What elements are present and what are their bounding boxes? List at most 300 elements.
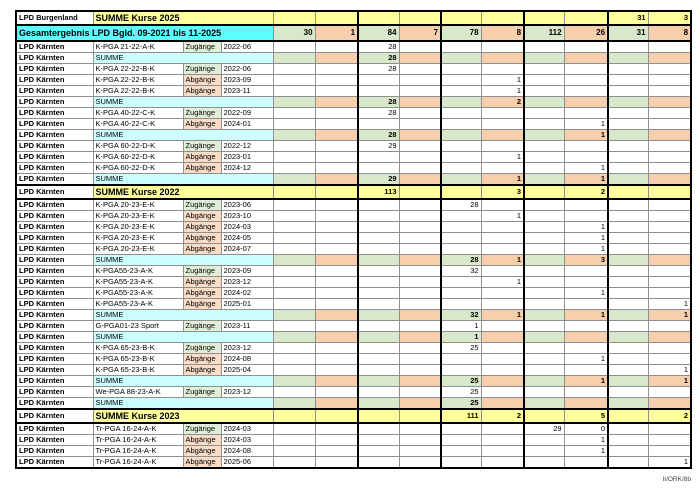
cell-value[interactable] bbox=[441, 288, 481, 299]
cell-value[interactable] bbox=[441, 185, 481, 199]
cell-course[interactable]: K-PGA 22-22-B-K bbox=[93, 64, 183, 75]
cell-value[interactable] bbox=[608, 108, 648, 119]
cell-value[interactable] bbox=[315, 233, 358, 244]
cell-value[interactable] bbox=[648, 75, 691, 86]
cell-value[interactable] bbox=[608, 277, 648, 288]
cell-value[interactable] bbox=[608, 152, 648, 163]
cell-value[interactable] bbox=[648, 277, 691, 288]
cell-value[interactable]: 31 bbox=[608, 25, 648, 41]
cell-value[interactable] bbox=[315, 409, 358, 423]
cell-value[interactable] bbox=[399, 435, 441, 446]
cell-value[interactable] bbox=[524, 310, 564, 321]
cell-value[interactable] bbox=[358, 354, 399, 365]
cell-value[interactable]: 28 bbox=[358, 41, 399, 53]
cell-value[interactable] bbox=[399, 288, 441, 299]
cell-value[interactable] bbox=[524, 457, 564, 469]
cell-value[interactable] bbox=[273, 222, 315, 233]
cell-date[interactable]: 2023-12 bbox=[221, 277, 273, 288]
cell-value[interactable] bbox=[524, 446, 564, 457]
cell-value[interactable] bbox=[608, 457, 648, 469]
cell-value[interactable]: 1 bbox=[564, 435, 608, 446]
cell-date[interactable]: 2023-12 bbox=[221, 387, 273, 398]
cell-value[interactable] bbox=[441, 365, 481, 376]
cell-value[interactable] bbox=[481, 387, 524, 398]
cell-value[interactable] bbox=[273, 141, 315, 152]
cell-value[interactable] bbox=[399, 423, 441, 435]
cell-region[interactable]: LPD Kärnten bbox=[16, 255, 93, 266]
cell-value[interactable] bbox=[273, 354, 315, 365]
cell-value[interactable] bbox=[273, 266, 315, 277]
cell-value[interactable]: 1 bbox=[564, 288, 608, 299]
cell-value[interactable]: 84 bbox=[358, 25, 399, 41]
cell-value[interactable] bbox=[441, 41, 481, 53]
cell-value[interactable]: 1 bbox=[564, 130, 608, 141]
cell-date[interactable]: 2023-12 bbox=[221, 343, 273, 354]
cell-date[interactable]: 2024-12 bbox=[221, 163, 273, 174]
cell-value[interactable] bbox=[273, 387, 315, 398]
cell-value[interactable] bbox=[441, 163, 481, 174]
cell-value[interactable] bbox=[564, 53, 608, 64]
cell-value[interactable] bbox=[648, 152, 691, 163]
cell-value[interactable] bbox=[399, 244, 441, 255]
cell-value[interactable] bbox=[564, 11, 608, 25]
cell-date[interactable]: 2023-09 bbox=[221, 266, 273, 277]
cell-value[interactable] bbox=[315, 64, 358, 75]
cell-value[interactable] bbox=[358, 211, 399, 222]
cell-value[interactable] bbox=[315, 343, 358, 354]
cell-date[interactable]: 2023-10 bbox=[221, 211, 273, 222]
cell-region[interactable]: LPD Kärnten bbox=[16, 376, 93, 387]
cell-value[interactable]: 1 bbox=[564, 244, 608, 255]
cell-value[interactable] bbox=[315, 11, 358, 25]
cell-value[interactable] bbox=[564, 387, 608, 398]
cell-value[interactable] bbox=[481, 376, 524, 387]
cell-value[interactable] bbox=[399, 108, 441, 119]
cell-value[interactable] bbox=[315, 387, 358, 398]
cell-value[interactable] bbox=[481, 41, 524, 53]
cell-course[interactable]: K-PGA 20-23-E-K bbox=[93, 233, 183, 244]
cell-value[interactable] bbox=[524, 97, 564, 108]
cell-value[interactable] bbox=[315, 435, 358, 446]
cell-value[interactable] bbox=[441, 174, 481, 186]
cell-value[interactable] bbox=[358, 244, 399, 255]
cell-value[interactable] bbox=[315, 185, 358, 199]
cell-value[interactable] bbox=[608, 398, 648, 410]
cell-value[interactable] bbox=[608, 310, 648, 321]
cell-value[interactable] bbox=[399, 11, 441, 25]
cell-value[interactable]: 25 bbox=[441, 387, 481, 398]
cell-region[interactable]: LPD Kärnten bbox=[16, 423, 93, 435]
cell-date[interactable]: 2022-09 bbox=[221, 108, 273, 119]
cell-movement[interactable]: Abgänge bbox=[183, 446, 221, 457]
cell-value[interactable]: 0 bbox=[564, 423, 608, 435]
cell-value[interactable] bbox=[399, 233, 441, 244]
cell-value[interactable] bbox=[399, 199, 441, 211]
cell-value[interactable] bbox=[524, 211, 564, 222]
cell-value[interactable] bbox=[399, 185, 441, 199]
cell-course[interactable]: K-PGA 20-23-E-K bbox=[93, 222, 183, 233]
cell-value[interactable] bbox=[273, 211, 315, 222]
cell-movement[interactable]: Zugänge bbox=[183, 387, 221, 398]
cell-value[interactable] bbox=[608, 86, 648, 97]
cell-value[interactable] bbox=[648, 332, 691, 343]
cell-value[interactable] bbox=[524, 288, 564, 299]
cell-region[interactable]: LPD Kärnten bbox=[16, 354, 93, 365]
summe-label[interactable]: SUMME bbox=[93, 376, 273, 387]
cell-movement[interactable]: Zugänge bbox=[183, 199, 221, 211]
cell-value[interactable] bbox=[315, 398, 358, 410]
cell-value[interactable] bbox=[315, 321, 358, 332]
cell-value[interactable] bbox=[648, 64, 691, 75]
cell-course[interactable]: K-PGA 65-23-B-K bbox=[93, 343, 183, 354]
cell-value[interactable] bbox=[399, 141, 441, 152]
cell-value[interactable] bbox=[399, 255, 441, 266]
summe-label[interactable]: SUMME bbox=[93, 53, 273, 64]
cell-region[interactable]: LPD Kärnten bbox=[16, 310, 93, 321]
cell-value[interactable] bbox=[524, 299, 564, 310]
cell-value[interactable]: 1 bbox=[564, 310, 608, 321]
cell-course[interactable]: Tr-PGA 16-24-A-K bbox=[93, 457, 183, 469]
cell-value[interactable]: 1 bbox=[481, 86, 524, 97]
summe-label[interactable]: SUMME bbox=[93, 310, 273, 321]
cell-value[interactable] bbox=[648, 398, 691, 410]
cell-value[interactable] bbox=[524, 398, 564, 410]
cell-value[interactable] bbox=[358, 365, 399, 376]
cell-value[interactable] bbox=[273, 277, 315, 288]
cell-value[interactable] bbox=[524, 163, 564, 174]
cell-value[interactable]: 1 bbox=[648, 310, 691, 321]
cell-value[interactable]: 2 bbox=[481, 97, 524, 108]
cell-course[interactable]: K-PGA55-23-A-K bbox=[93, 299, 183, 310]
summe-label[interactable]: SUMME bbox=[93, 255, 273, 266]
cell-value[interactable]: 29 bbox=[358, 141, 399, 152]
cell-value[interactable] bbox=[524, 332, 564, 343]
cell-value[interactable] bbox=[524, 130, 564, 141]
cell-value[interactable] bbox=[564, 457, 608, 469]
cell-value[interactable] bbox=[273, 185, 315, 199]
cell-value[interactable] bbox=[441, 97, 481, 108]
cell-value[interactable] bbox=[399, 398, 441, 410]
cell-date[interactable]: 2024-05 bbox=[221, 233, 273, 244]
cell-value[interactable] bbox=[564, 64, 608, 75]
cell-value[interactable]: 1 bbox=[481, 75, 524, 86]
cell-value[interactable] bbox=[358, 266, 399, 277]
cell-date[interactable]: 2024-08 bbox=[221, 446, 273, 457]
cell-value[interactable]: 1 bbox=[648, 299, 691, 310]
cell-value[interactable]: 1 bbox=[481, 174, 524, 186]
cell-value[interactable] bbox=[273, 457, 315, 469]
cell-value[interactable] bbox=[441, 119, 481, 130]
cell-date[interactable]: 2023-09 bbox=[221, 75, 273, 86]
cell-value[interactable] bbox=[608, 185, 648, 199]
cell-value[interactable] bbox=[481, 64, 524, 75]
cell-value[interactable] bbox=[564, 152, 608, 163]
cell-value[interactable] bbox=[481, 130, 524, 141]
cell-value[interactable] bbox=[441, 299, 481, 310]
summe-label[interactable]: SUMME bbox=[93, 97, 273, 108]
cell-value[interactable] bbox=[648, 53, 691, 64]
cell-value[interactable] bbox=[399, 163, 441, 174]
cell-value[interactable] bbox=[273, 299, 315, 310]
cell-value[interactable]: 78 bbox=[441, 25, 481, 41]
cell-value[interactable] bbox=[358, 332, 399, 343]
cell-movement[interactable]: Zugänge bbox=[183, 141, 221, 152]
cell-region[interactable]: LPD Kärnten bbox=[16, 152, 93, 163]
cell-region[interactable]: LPD Kärnten bbox=[16, 299, 93, 310]
cell-value[interactable] bbox=[648, 185, 691, 199]
cell-value[interactable] bbox=[481, 119, 524, 130]
cell-value[interactable] bbox=[608, 343, 648, 354]
cell-value[interactable] bbox=[315, 222, 358, 233]
cell-region[interactable]: LPD Kärnten bbox=[16, 222, 93, 233]
cell-date[interactable]: 2023-06 bbox=[221, 199, 273, 211]
cell-value[interactable]: 28 bbox=[358, 97, 399, 108]
cell-value[interactable]: 1 bbox=[564, 163, 608, 174]
cell-region[interactable]: LPD Kärnten bbox=[16, 321, 93, 332]
cell-course[interactable]: K-PGA 22-22-B-K bbox=[93, 75, 183, 86]
cell-value[interactable] bbox=[358, 376, 399, 387]
cell-date[interactable]: 2024-01 bbox=[221, 119, 273, 130]
cell-value[interactable] bbox=[564, 86, 608, 97]
cell-value[interactable] bbox=[564, 41, 608, 53]
cell-region[interactable]: LPD Kärnten bbox=[16, 332, 93, 343]
cell-value[interactable] bbox=[441, 11, 481, 25]
cell-value[interactable] bbox=[315, 199, 358, 211]
cell-value[interactable] bbox=[399, 457, 441, 469]
cell-movement[interactable]: Zugänge bbox=[183, 64, 221, 75]
cell-value[interactable] bbox=[399, 332, 441, 343]
cell-region[interactable]: LPD Kärnten bbox=[16, 387, 93, 398]
cell-value[interactable] bbox=[358, 119, 399, 130]
cell-value[interactable] bbox=[273, 423, 315, 435]
summe-label[interactable]: SUMME bbox=[93, 398, 273, 410]
cell-value[interactable] bbox=[399, 387, 441, 398]
cell-value[interactable] bbox=[524, 255, 564, 266]
cell-movement[interactable]: Abgänge bbox=[183, 435, 221, 446]
cell-value[interactable]: 1 bbox=[481, 255, 524, 266]
cell-value[interactable] bbox=[481, 266, 524, 277]
cell-value[interactable] bbox=[273, 446, 315, 457]
cell-value[interactable] bbox=[399, 365, 441, 376]
cell-course[interactable]: We-PGA 88-23-A-K bbox=[93, 387, 183, 398]
cell-value[interactable] bbox=[524, 108, 564, 119]
cell-value[interactable] bbox=[564, 277, 608, 288]
cell-value[interactable]: 25 bbox=[441, 398, 481, 410]
cell-value[interactable] bbox=[481, 163, 524, 174]
cell-value[interactable] bbox=[481, 321, 524, 332]
cell-value[interactable] bbox=[273, 376, 315, 387]
cell-value[interactable] bbox=[399, 130, 441, 141]
cell-region[interactable]: LPD Kärnten bbox=[16, 108, 93, 119]
cell-value[interactable] bbox=[441, 423, 481, 435]
cell-value[interactable] bbox=[564, 75, 608, 86]
cell-value[interactable] bbox=[315, 97, 358, 108]
cell-date[interactable]: 2025-01 bbox=[221, 299, 273, 310]
cell-value[interactable] bbox=[315, 244, 358, 255]
cell-value[interactable] bbox=[273, 343, 315, 354]
cell-value[interactable] bbox=[524, 152, 564, 163]
cell-value[interactable] bbox=[441, 446, 481, 457]
cell-value[interactable] bbox=[358, 321, 399, 332]
cell-value[interactable] bbox=[648, 354, 691, 365]
cell-value[interactable] bbox=[481, 354, 524, 365]
cell-value[interactable]: 1 bbox=[564, 119, 608, 130]
cell-value[interactable] bbox=[524, 354, 564, 365]
cell-value[interactable] bbox=[399, 53, 441, 64]
cell-date[interactable]: 2025-04 bbox=[221, 365, 273, 376]
cell-value[interactable] bbox=[608, 321, 648, 332]
cell-value[interactable] bbox=[648, 163, 691, 174]
cell-value[interactable] bbox=[441, 277, 481, 288]
cell-value[interactable]: 25 bbox=[441, 376, 481, 387]
cell-movement[interactable]: Abgänge bbox=[183, 152, 221, 163]
cell-value[interactable] bbox=[608, 130, 648, 141]
cell-course[interactable]: G-PGA01-23 Sport bbox=[93, 321, 183, 332]
cell-value[interactable] bbox=[608, 119, 648, 130]
cell-value[interactable] bbox=[441, 233, 481, 244]
cell-value[interactable] bbox=[273, 11, 315, 25]
cell-value[interactable] bbox=[315, 457, 358, 469]
cell-course[interactable]: Tr-PGA 16-24-A-K bbox=[93, 435, 183, 446]
year-summary-label[interactable]: SUMME Kurse 2022 bbox=[93, 185, 273, 199]
cell-region[interactable]: LPD Kärnten bbox=[16, 446, 93, 457]
cell-value[interactable] bbox=[608, 174, 648, 186]
cell-value[interactable]: 28 bbox=[358, 53, 399, 64]
cell-region[interactable]: LPD Kärnten bbox=[16, 141, 93, 152]
cell-value[interactable] bbox=[524, 266, 564, 277]
cell-value[interactable] bbox=[564, 343, 608, 354]
cell-value[interactable] bbox=[564, 211, 608, 222]
cell-region[interactable]: LPD Kärnten bbox=[16, 199, 93, 211]
cell-value[interactable] bbox=[524, 119, 564, 130]
cell-course[interactable]: K-PGA 20-23-E-K bbox=[93, 199, 183, 211]
cell-course[interactable]: K-PGA 60-22-D-K bbox=[93, 141, 183, 152]
cell-value[interactable] bbox=[524, 409, 564, 423]
cell-value[interactable] bbox=[358, 435, 399, 446]
cell-value[interactable] bbox=[315, 423, 358, 435]
cell-movement[interactable]: Abgänge bbox=[183, 211, 221, 222]
cell-value[interactable] bbox=[648, 435, 691, 446]
cell-date[interactable]: 2023-11 bbox=[221, 86, 273, 97]
cell-value[interactable] bbox=[399, 211, 441, 222]
cell-region[interactable]: LPD Kärnten bbox=[16, 97, 93, 108]
cell-value[interactable] bbox=[315, 75, 358, 86]
cell-value[interactable]: 113 bbox=[358, 185, 399, 199]
cell-value[interactable] bbox=[648, 222, 691, 233]
cell-value[interactable] bbox=[608, 387, 648, 398]
cell-region[interactable]: LPD Kärnten bbox=[16, 409, 93, 423]
cell-value[interactable] bbox=[358, 199, 399, 211]
cell-value[interactable] bbox=[524, 233, 564, 244]
cell-value[interactable]: 2 bbox=[564, 185, 608, 199]
cell-value[interactable] bbox=[358, 222, 399, 233]
cell-value[interactable] bbox=[524, 141, 564, 152]
cell-value[interactable] bbox=[315, 211, 358, 222]
cell-value[interactable] bbox=[315, 130, 358, 141]
cell-date[interactable]: 2022-06 bbox=[221, 41, 273, 53]
cell-value[interactable] bbox=[273, 41, 315, 53]
cell-course[interactable]: K-PGA 65-23-B-K bbox=[93, 365, 183, 376]
cell-value[interactable] bbox=[481, 141, 524, 152]
cell-value[interactable] bbox=[481, 233, 524, 244]
cell-region[interactable]: LPD Kärnten bbox=[16, 233, 93, 244]
cell-value[interactable] bbox=[315, 41, 358, 53]
cell-value[interactable] bbox=[608, 211, 648, 222]
cell-value[interactable]: 1 bbox=[481, 211, 524, 222]
cell-course[interactable]: Tr-PGA 16-24-A-K bbox=[93, 423, 183, 435]
cell-movement[interactable]: Abgänge bbox=[183, 222, 221, 233]
cell-value[interactable] bbox=[608, 75, 648, 86]
cell-movement[interactable]: Zugänge bbox=[183, 266, 221, 277]
cell-value[interactable] bbox=[358, 86, 399, 97]
cell-value[interactable] bbox=[608, 299, 648, 310]
cell-course[interactable]: K-PGA 65-23-B-K bbox=[93, 354, 183, 365]
cell-region[interactable]: LPD Kärnten bbox=[16, 435, 93, 446]
cell-value[interactable] bbox=[524, 174, 564, 186]
cell-value[interactable] bbox=[273, 310, 315, 321]
cell-value[interactable] bbox=[564, 108, 608, 119]
cell-value[interactable] bbox=[648, 423, 691, 435]
cell-value[interactable] bbox=[481, 435, 524, 446]
cell-value[interactable] bbox=[315, 53, 358, 64]
cell-value[interactable]: 28 bbox=[358, 64, 399, 75]
cell-value[interactable]: 1 bbox=[441, 321, 481, 332]
cell-movement[interactable]: Abgänge bbox=[183, 244, 221, 255]
cell-course[interactable]: K-PGA55-23-A-K bbox=[93, 266, 183, 277]
cell-movement[interactable]: Abgänge bbox=[183, 288, 221, 299]
cell-value[interactable] bbox=[608, 332, 648, 343]
cell-value[interactable] bbox=[315, 152, 358, 163]
cell-value[interactable] bbox=[524, 41, 564, 53]
cell-value[interactable] bbox=[524, 199, 564, 211]
cell-value[interactable] bbox=[648, 266, 691, 277]
cell-value[interactable] bbox=[399, 354, 441, 365]
cell-value[interactable] bbox=[399, 321, 441, 332]
cell-value[interactable] bbox=[358, 409, 399, 423]
cell-value[interactable] bbox=[273, 365, 315, 376]
cell-value[interactable] bbox=[399, 75, 441, 86]
cell-value[interactable] bbox=[315, 310, 358, 321]
cell-value[interactable] bbox=[648, 108, 691, 119]
cell-value[interactable] bbox=[524, 75, 564, 86]
cell-value[interactable] bbox=[441, 86, 481, 97]
cell-value[interactable] bbox=[399, 41, 441, 53]
grand-total-label[interactable]: Gesamtergebnis LPD Bgld. 09-2021 bis 11-2025 bbox=[16, 25, 273, 41]
cell-value[interactable] bbox=[273, 152, 315, 163]
cell-value[interactable] bbox=[564, 266, 608, 277]
cell-value[interactable] bbox=[441, 435, 481, 446]
cell-value[interactable] bbox=[608, 233, 648, 244]
cell-value[interactable] bbox=[315, 277, 358, 288]
cell-value[interactable] bbox=[441, 53, 481, 64]
cell-movement[interactable]: Abgänge bbox=[183, 365, 221, 376]
cell-region[interactable]: LPD Kärnten bbox=[16, 457, 93, 469]
cell-movement[interactable]: Abgänge bbox=[183, 119, 221, 130]
cell-value[interactable] bbox=[358, 398, 399, 410]
cell-date[interactable]: 2023-11 bbox=[221, 321, 273, 332]
cell-value[interactable] bbox=[315, 255, 358, 266]
cell-value[interactable]: 1 bbox=[481, 310, 524, 321]
cell-value[interactable] bbox=[564, 141, 608, 152]
cell-value[interactable] bbox=[358, 446, 399, 457]
cell-value[interactable] bbox=[315, 174, 358, 186]
cell-value[interactable] bbox=[441, 130, 481, 141]
cell-value[interactable] bbox=[648, 141, 691, 152]
cell-value[interactable] bbox=[648, 244, 691, 255]
cell-value[interactable] bbox=[441, 211, 481, 222]
cell-value[interactable]: 3 bbox=[648, 11, 691, 25]
cell-value[interactable] bbox=[358, 277, 399, 288]
